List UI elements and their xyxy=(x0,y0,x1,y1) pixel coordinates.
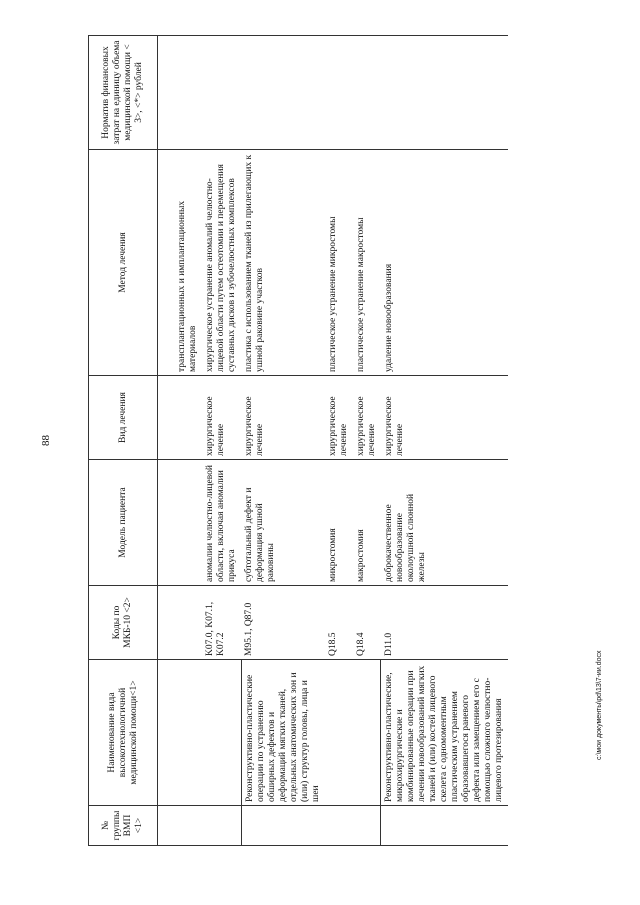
vmp-table xyxy=(88,35,508,846)
cell-type: хирургическое лечение xyxy=(381,376,509,460)
cell-method: пластическое устранение микростомы xyxy=(325,150,353,376)
table-row xyxy=(325,36,353,846)
file-path-footer: c:\мои документы\pd\13\7-ии.docx xyxy=(596,650,603,760)
cell-name xyxy=(202,660,241,806)
header-codes: Коды по МКБ-10 <2> xyxy=(89,586,158,660)
cell-codes xyxy=(174,586,202,660)
table-row xyxy=(241,36,325,846)
cell-method: удаление новообразования xyxy=(381,150,509,376)
page-number: 88 xyxy=(40,435,52,446)
cell-type: хирургическое лечение xyxy=(202,376,241,460)
cell-group xyxy=(381,806,509,846)
cell-method: пластическое устранение макростомы xyxy=(353,150,381,376)
cell-codes: D11.0 xyxy=(381,586,509,660)
cell-norm xyxy=(202,36,241,150)
cell-model: субтотальный дефект и деформация ушной раковины xyxy=(241,460,325,586)
table-row xyxy=(202,36,241,846)
cell-type: хирургическое лечение xyxy=(353,376,381,460)
table-row xyxy=(174,36,202,846)
cell-group xyxy=(202,806,241,846)
cell-norm xyxy=(174,36,202,150)
table-row-spacer xyxy=(158,36,175,846)
cell-type: хирургическое лечение xyxy=(241,376,325,460)
cell-type xyxy=(174,376,202,460)
cell-group xyxy=(353,806,381,846)
header-type: Вид лечения xyxy=(89,376,158,460)
cell-model: доброкачественное новообразование околоушной слюнной железы xyxy=(381,460,509,586)
cell-type: хирургическое лечение xyxy=(325,376,353,460)
cell-norm xyxy=(353,36,381,150)
table-row xyxy=(353,36,381,846)
cell-name: Реконструктивно-пластические, микрохирургические и комбинированные операции при лечении новообразований мягких тканей и (или) костей лицевого скелета с одномоментным пластическим устранением образовавшегося раневого дефекта или замещением его с помощью сложного челюстно-лицевого протезирования xyxy=(381,660,509,806)
cell-codes: K07.0, K07.1, K07.2 xyxy=(202,586,241,660)
cell-method: трансплантационных и имплантационных материалов xyxy=(174,150,202,376)
cell-codes: Q18.4 xyxy=(353,586,381,660)
header-model: Модель пациента xyxy=(89,460,158,586)
cell-norm xyxy=(241,36,325,150)
cell-name: Реконструктивно-пластические операции по устранению обширных дефектов и деформаций мягких тканей, отдельных анатомических зон и (или) структур головы, лица и шеи xyxy=(241,660,325,806)
header-method: Метод лечения xyxy=(89,150,158,376)
cell-group xyxy=(174,806,202,846)
cell-method: пластика с использованием тканей из прилегающих к ушной раковине участков xyxy=(241,150,325,376)
cell-name xyxy=(174,660,202,806)
cell-norm xyxy=(325,36,353,150)
table-header-row xyxy=(89,36,158,846)
cell-model: макростомия xyxy=(353,460,381,586)
cell-group xyxy=(241,806,325,846)
cell-codes: M95.1, Q87.0 xyxy=(241,586,325,660)
table-row xyxy=(381,36,509,846)
cell-method: хирургическое устранение аномалий челюстно-лицевой области путем остеотомии и перемещения суставных дисков и зубочелюстных комплексов xyxy=(202,150,241,376)
cell-model: аномалии челюстно-лицевой области, включая аномалии прикуса xyxy=(202,460,241,586)
rotated-table-container xyxy=(88,36,608,846)
cell-name xyxy=(353,660,381,806)
header-norm: Норматив финансовых затрат на единицу объема медицинской помощи < 3>, <*> рублей xyxy=(89,36,158,150)
cell-codes: Q18.5 xyxy=(325,586,353,660)
cell-norm xyxy=(381,36,509,150)
cell-model xyxy=(174,460,202,586)
cell-model: микростомия xyxy=(325,460,353,586)
header-name: Наименование вида высокотехнологичной медицинской помощи<1> xyxy=(89,660,158,806)
header-group: № группы ВМП <1> xyxy=(89,806,158,846)
cell-group xyxy=(325,806,353,846)
cell-name xyxy=(325,660,353,806)
